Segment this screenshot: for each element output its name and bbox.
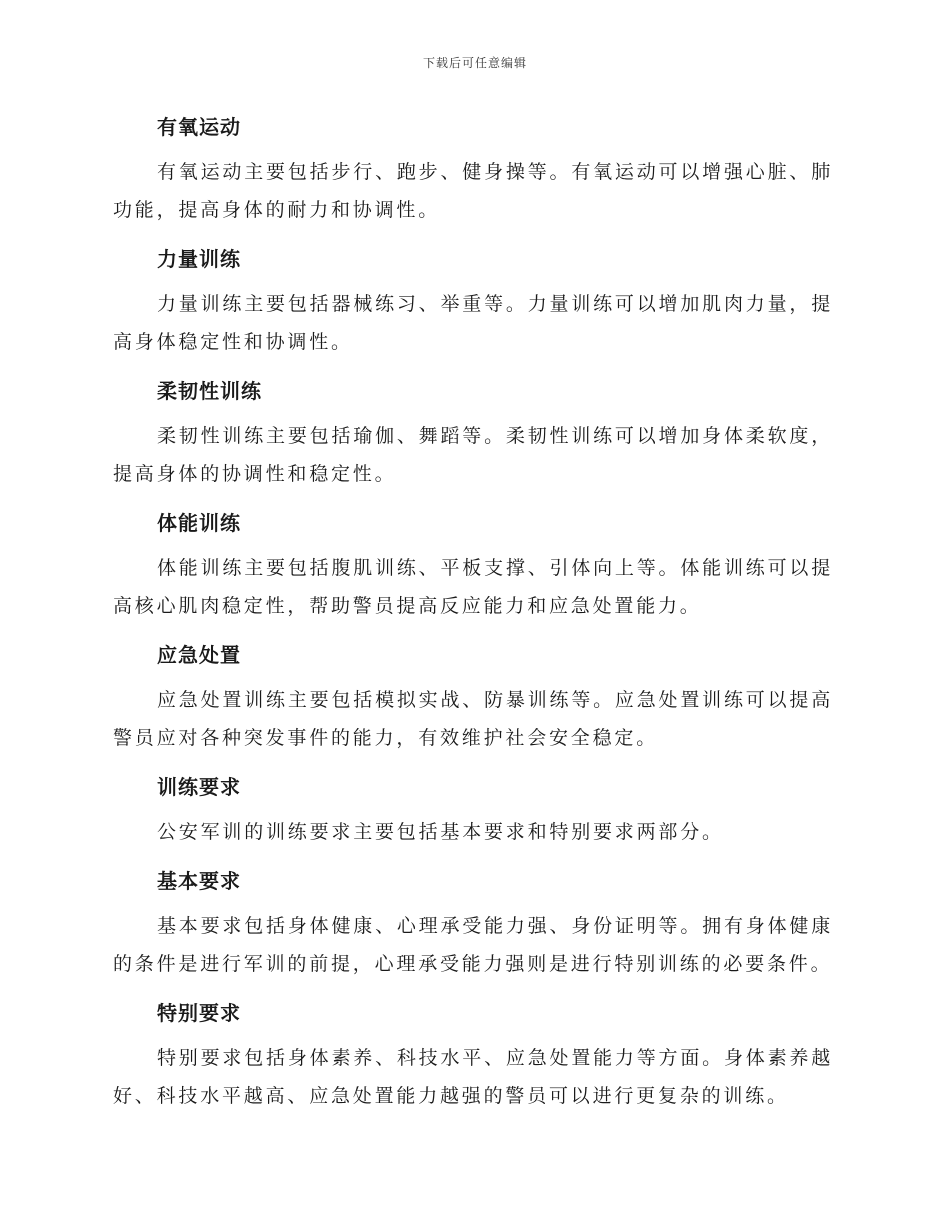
section-heading: 应急处置	[157, 643, 241, 667]
page-header: 下载后可任意编辑	[422, 56, 527, 70]
section-heading: 训练要求	[157, 775, 241, 799]
section-paragraph: 有氧运动主要包括步行、跑步、健身操等。有氧运动可以增强心脏、肺功能，提高身体的耐力和协调性。	[113, 161, 833, 221]
section-heading: 基本要求	[157, 869, 241, 893]
section-fitness	[113, 504, 833, 625]
section-paragraph: 基本要求包括身体健康、心理承受能力强、身份证明等。拥有身体健康的条件是进行军训的前提，心理承受能力强则是进行特别训练的必要条件。	[113, 915, 833, 975]
section-heading: 特别要求	[157, 1001, 241, 1025]
section-special-requirements	[113, 994, 833, 1115]
section-strength	[113, 240, 833, 361]
section-paragraph: 公安军训的训练要求主要包括基本要求和特别要求两部分。	[157, 821, 724, 843]
section-aerobic	[113, 108, 833, 229]
section-requirements	[113, 768, 833, 851]
section-paragraph: 特别要求包括身体素养、科技水平、应急处置能力等方面。身体素养越好、科技水平越高、应急处置能力越强的警员可以进行更复杂的训练。	[113, 1047, 833, 1107]
section-basic-requirements	[113, 862, 833, 983]
section-paragraph: 柔韧性训练主要包括瑜伽、舞蹈等。柔韧性训练可以增加身体柔软度，提高身体的协调性和稳定性。	[113, 425, 833, 485]
section-paragraph: 应急处置训练主要包括模拟实战、防暴训练等。应急处置训练可以提高警员应对各种突发事件的能力，有效维护社会安全稳定。	[113, 689, 833, 749]
section-flexibility	[113, 372, 833, 493]
section-emergency	[113, 636, 833, 757]
document-body	[113, 108, 833, 1126]
section-paragraph: 体能训练主要包括腹肌训练、平板支撑、引体向上等。体能训练可以提高核心肌肉稳定性，帮助警员提高反应能力和应急处置能力。	[113, 557, 833, 617]
section-heading: 体能训练	[157, 511, 241, 535]
section-heading: 有氧运动	[157, 115, 241, 139]
section-heading: 力量训练	[157, 247, 241, 271]
section-paragraph: 力量训练主要包括器械练习、举重等。力量训练可以增加肌肉力量，提高身体稳定性和协调性。	[113, 293, 833, 353]
section-heading: 柔韧性训练	[157, 379, 262, 403]
